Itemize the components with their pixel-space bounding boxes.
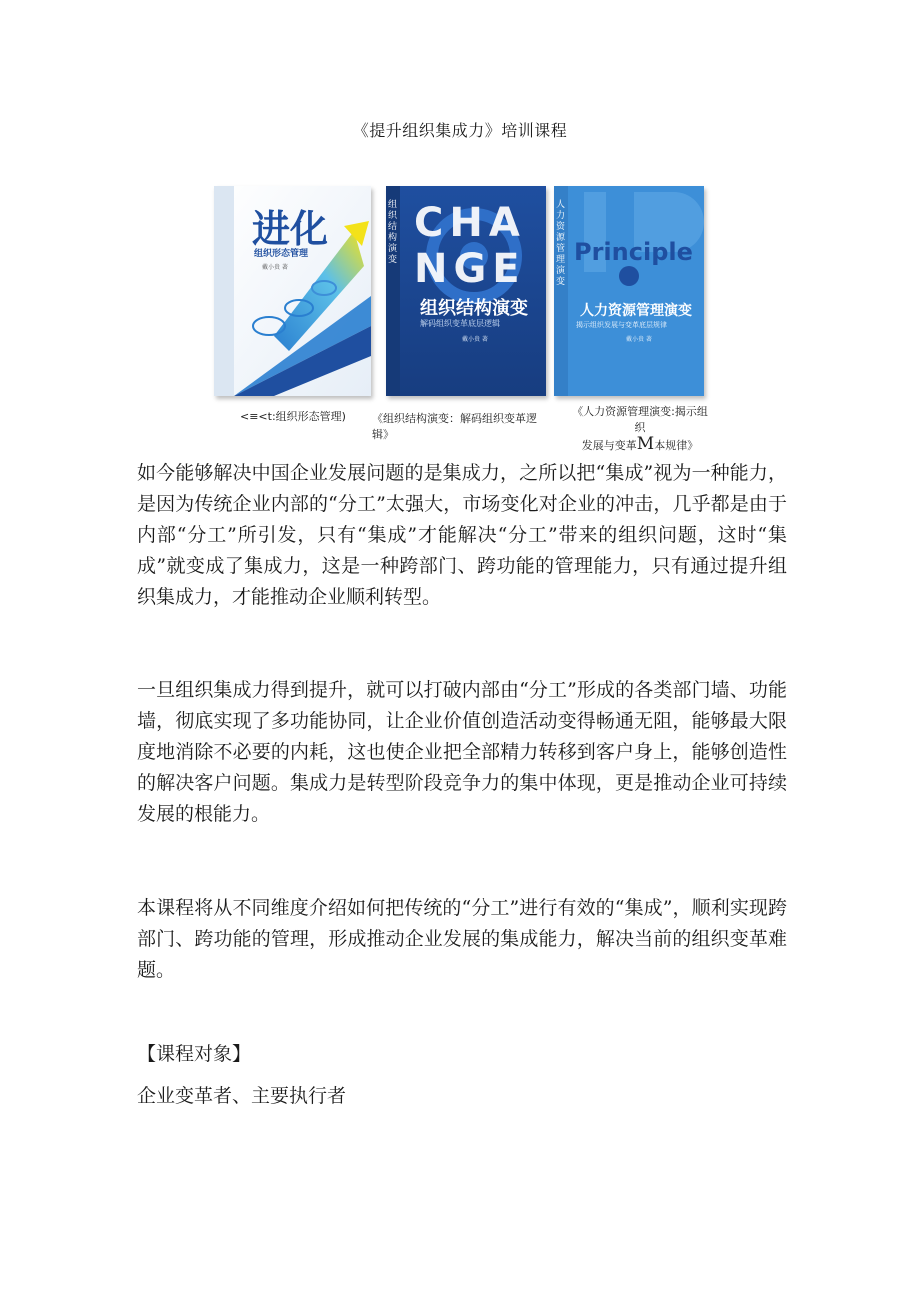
cover-author: 戴小贵 著	[626, 336, 652, 343]
cover-title: 组织结构演变	[420, 298, 528, 319]
caption-line-2: 发展与变革M本规律》	[581, 434, 699, 454]
book-caption-1: <≡<t:组织形态管理)	[240, 410, 346, 423]
cover-subtitle: 组织形态管理	[254, 249, 309, 259]
cover-subtitle: 揭示组织发展与变革底层规律	[576, 321, 667, 329]
cover-title: 人力资源管理演变	[580, 303, 692, 319]
cover-author: 戴小贵 著	[262, 264, 288, 271]
cover-subtitle: 解码组织变革底层逻辑	[420, 319, 500, 328]
cover-title: 进化	[252, 207, 329, 251]
paragraph-3: 本课程将从不同维度介绍如何把传统的“分工”进行有效的“集成”，顺利实现跨部门、跨功能的管理，形成推动企业发展的集成能力，解决当前的组织变革难题。	[137, 897, 787, 981]
book-cover-evolution	[214, 186, 371, 396]
book-covers-image	[214, 186, 714, 396]
cover-author: 戴小贵 著	[462, 336, 488, 343]
cover-big-text-1: CHA	[414, 200, 526, 246]
book-caption-2: 《组织结构演变：解码组织变革逻辑》	[372, 412, 537, 441]
document-title: 《提升组织集成力》培训课程	[352, 121, 568, 140]
section-heading: 【课程对象】	[137, 1043, 252, 1065]
book-cover-change	[386, 186, 546, 396]
section-content: 企业变革者、主要执行者	[137, 1085, 347, 1107]
cover-big-text-2: NGE	[414, 246, 526, 292]
cover-side-title: 人力资源管理演变	[556, 200, 566, 287]
paragraph-2: 一旦组织集成力得到提升，就可以打破内部由“分工”形成的各类部门墙、功能墙，彻底实现了多功能协同，让企业价值创造活动变得畅通无阻，能够最大限度地消除不必要的内耗，这也使企业把全部精力转移到客户身上，能够创造性的解决客户问题。集成力是转型阶段竞争力的集中体现，更是推动企业可持续发展的根能力。	[137, 679, 787, 825]
book-cover-principle	[554, 186, 704, 396]
cover-big-text: Principle	[574, 238, 693, 266]
book-caption-3	[570, 404, 710, 454]
caption-line-1: 《人力资源管理演变:揭示组 织	[572, 405, 708, 434]
cover-side-title: 组织结构演变	[388, 200, 398, 265]
paragraph-1: 如今能够解决中国企业发展问题的是集成力，之所以把“集成”视为一种能力，是因为传统企业内部的“分工”太强大，市场变化对企业的冲击，几乎都是由于内部“分工”所引发，只有“集成”才能解决“分工”带来的组织问题，这时“集成”就变成了集成力，这是一种跨部门、跨功能的管理能力，只有通过提升组织集成力，才能推动企业顺利转型。	[137, 462, 787, 608]
